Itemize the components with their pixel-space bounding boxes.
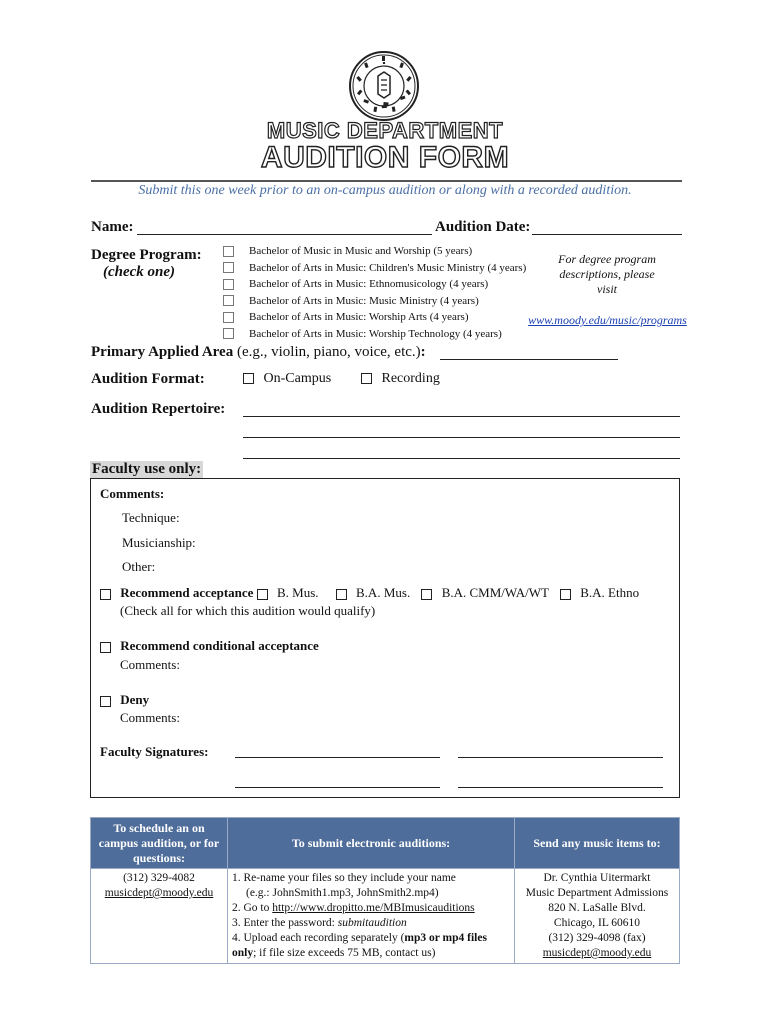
checkbox-icon[interactable]	[336, 589, 347, 600]
checkbox-icon[interactable]	[421, 589, 432, 600]
form-title: AUDITION FORM	[260, 141, 510, 174]
recommend-acceptance-row	[100, 585, 639, 601]
checkbox-icon[interactable]	[100, 696, 111, 707]
degree-options-list	[223, 243, 526, 342]
repertoire-field-2[interactable]	[243, 422, 680, 438]
department-title: MUSIC DEPARTMENT	[266, 118, 504, 143]
step-2	[232, 901, 510, 916]
audition-repertoire-label: Audition Repertoire:	[91, 401, 226, 417]
form-subtitle: Submit this one week prior to an on-campus audition or along with a recorded audition.	[138, 183, 632, 198]
degree-option[interactable]: Bachelor of Music in Music and Worship (5 years)	[223, 243, 526, 260]
step-4	[232, 931, 510, 961]
degree-option[interactable]: Bachelor of Arts in Music: Children's Music Ministry (4 years)	[223, 260, 526, 277]
degree-option[interactable]: Bachelor of Arts in Music: Worship Arts (4 years)	[223, 309, 526, 326]
name-label: Name:	[91, 219, 134, 235]
primary-area-colon: :	[420, 344, 426, 360]
dropitto-link[interactable]: http://www.dropitto.me/MBImusicauditions	[272, 902, 475, 914]
degree-option[interactable]: Bachelor of Arts in Music: Worship Technology (4 years)	[223, 326, 526, 343]
mail-header: Send any music items to:	[515, 818, 680, 869]
checkbox-icon[interactable]	[361, 373, 372, 384]
conditional-label: Recommend conditional acceptance	[120, 638, 319, 653]
option-ba-cmm: B.A. CMM/WA/WT	[441, 585, 549, 600]
step-4-post: ; if file size exceeds 75 MB, contact us)	[253, 947, 436, 959]
audition-date-label: Audition Date:	[435, 219, 531, 235]
mail-fax: (312) 329-4098 (fax)	[548, 932, 646, 944]
primary-area-hint: (e.g., violin, piano, voice, etc.)	[236, 344, 421, 360]
audition-date-field[interactable]	[532, 219, 682, 235]
checkbox-icon[interactable]	[223, 279, 234, 290]
schedule-phone: (312) 329-4082	[123, 872, 195, 884]
info-table	[90, 817, 680, 964]
checkbox-icon[interactable]	[223, 262, 234, 273]
electronic-cell	[228, 869, 515, 964]
signature-line[interactable]	[458, 786, 663, 788]
checkbox-icon[interactable]	[100, 589, 111, 600]
mail-dept: Music Department Admissions	[525, 887, 669, 899]
conditional-row	[100, 638, 319, 654]
degree-option[interactable]: Bachelor of Arts in Music: Music Ministry (4 years)	[223, 293, 526, 310]
format-option-recording[interactable]: Recording	[361, 371, 440, 387]
degree-note-text: For degree program descriptions, please visit	[558, 252, 656, 296]
step-3-text: 3. Enter the password:	[232, 917, 338, 929]
faculty-signatures-label: Faculty Signatures:	[100, 744, 209, 759]
checkbox-icon[interactable]	[223, 246, 234, 257]
audition-format-label: Audition Format:	[91, 371, 205, 387]
info-table-header	[91, 818, 680, 869]
institute-seal-logo	[348, 50, 420, 122]
degree-program-label: Degree Program:	[91, 247, 202, 263]
format-option-oncampus[interactable]: On-Campus	[243, 371, 331, 387]
step-1-example: (e.g.: JohnSmith1.mp3, JohnSmith2.mp4)	[246, 887, 439, 899]
checkbox-icon[interactable]	[257, 589, 268, 600]
mail-name: Dr. Cynthia Uitermarkt	[543, 872, 651, 884]
option-ba-mus: B.A. Mus.	[356, 585, 411, 600]
deny-label: Deny	[120, 692, 150, 707]
repertoire-field-3[interactable]	[243, 443, 680, 459]
conditional-comments-label: Comments:	[120, 657, 180, 672]
title-divider	[91, 180, 682, 182]
deny-row	[100, 692, 149, 708]
faculty-comments-label: Comments:	[100, 486, 165, 501]
option-b-mus: B. Mus.	[276, 585, 319, 600]
schedule-header: To schedule an on campus audition, or for questions:	[91, 818, 228, 869]
info-table-row	[91, 869, 680, 964]
degree-link-wrap	[520, 313, 695, 328]
step-4-bold: mp3 or mp4 files only	[232, 932, 487, 959]
step-3	[232, 916, 510, 931]
step-2-text: 2. Go to	[232, 902, 273, 914]
recommend-acceptance-label: Recommend acceptance	[120, 585, 254, 600]
option-ba-ethno: B.A. Ethno	[580, 585, 640, 600]
schedule-cell	[91, 869, 228, 964]
signature-line[interactable]	[235, 756, 440, 758]
other-label: Other:	[122, 559, 156, 574]
mail-street: 820 N. LaSalle Blvd.	[548, 902, 646, 914]
signature-line[interactable]	[235, 786, 440, 788]
checkbox-icon[interactable]	[223, 328, 234, 339]
schedule-email-link[interactable]: musicdept@moody.edu	[104, 887, 214, 899]
faculty-use-label: Faculty use only:	[92, 461, 202, 477]
technique-label: Technique:	[122, 510, 180, 525]
degree-note	[548, 252, 666, 297]
mail-email-link[interactable]: musicdept@moody.edu	[542, 947, 652, 959]
electronic-header: To submit electronic auditions:	[228, 818, 515, 869]
signature-line[interactable]	[458, 756, 663, 758]
primary-area-label: Primary Applied Area	[91, 344, 234, 360]
check-all-note: (Check all for which this audition would qualify)	[120, 603, 376, 618]
checkbox-icon[interactable]	[243, 373, 254, 384]
name-field[interactable]	[137, 219, 432, 235]
mail-cell	[515, 869, 680, 964]
primary-area-field[interactable]	[440, 344, 618, 360]
checkbox-icon[interactable]	[223, 295, 234, 306]
checkbox-icon[interactable]	[100, 642, 111, 653]
degree-program-hint: (check one)	[103, 264, 176, 280]
degree-option[interactable]: Bachelor of Arts in Music: Ethnomusicology (4 years)	[223, 276, 526, 293]
checkbox-icon[interactable]	[560, 589, 571, 600]
step-1: 1. Re-name your files so they include your name	[232, 872, 456, 884]
repertoire-field-1[interactable]	[243, 401, 680, 417]
degree-programs-link[interactable]: www.moody.edu/music/programs	[528, 313, 687, 327]
mail-city: Chicago, IL 60610	[553, 917, 641, 929]
checkbox-icon[interactable]	[223, 312, 234, 323]
deny-comments-label: Comments:	[120, 710, 180, 725]
primary-area-row	[91, 344, 426, 361]
step-4-text: 4. Upload each recording separately (	[232, 932, 405, 944]
musicianship-label: Musicianship:	[122, 535, 196, 550]
password-text: submitaudition	[337, 917, 407, 929]
